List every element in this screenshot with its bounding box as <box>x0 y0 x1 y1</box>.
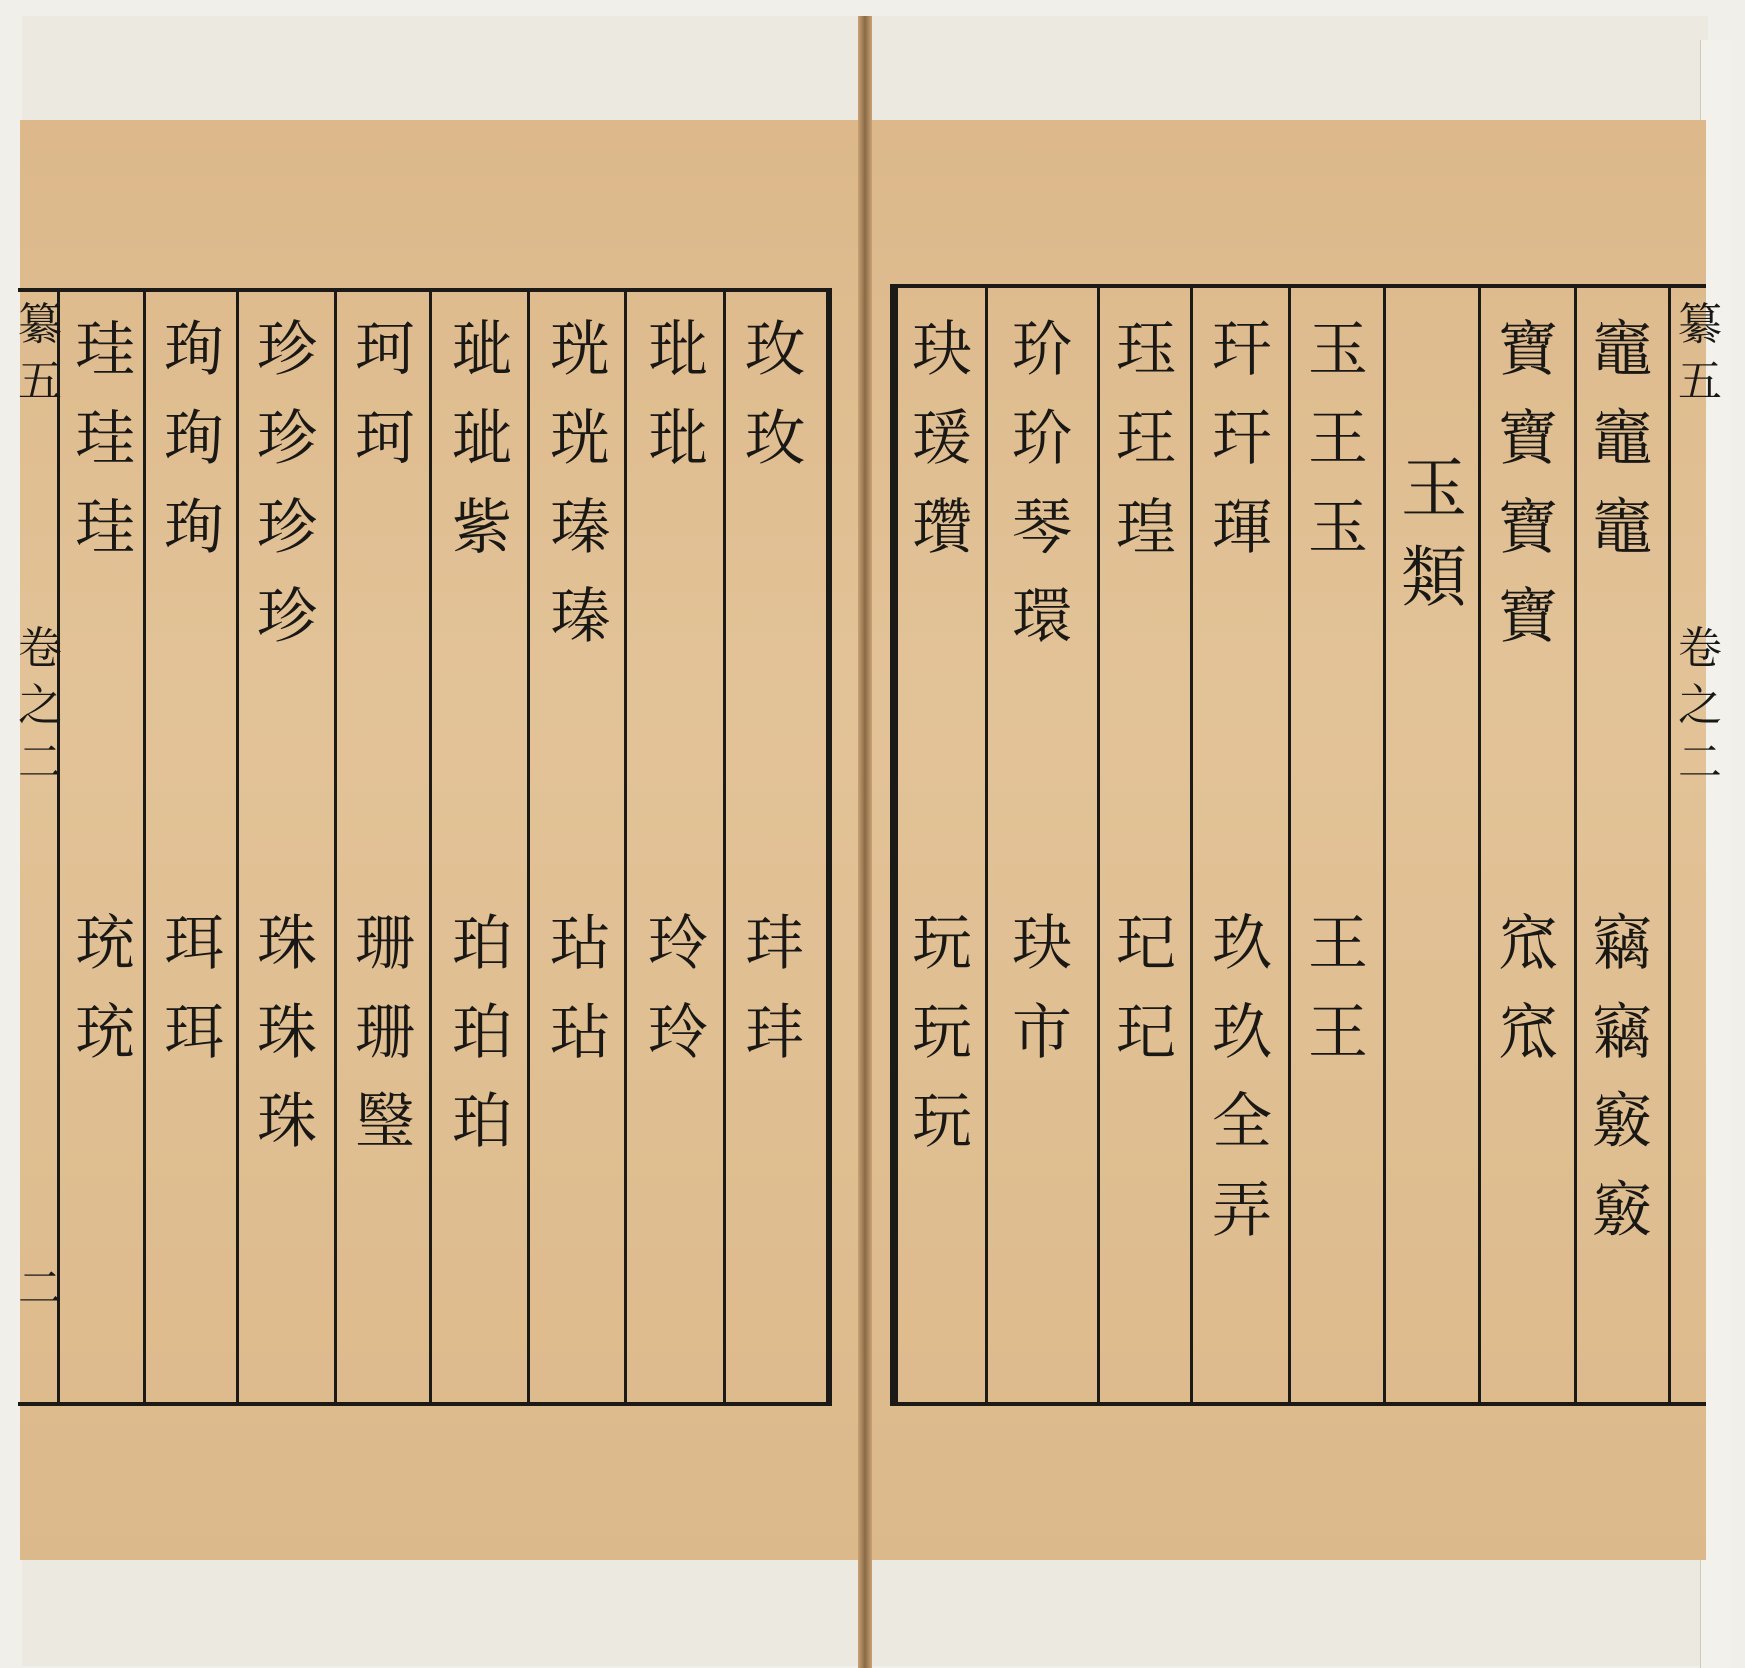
left-divider <box>624 290 627 1402</box>
left-column-4-lower <box>440 900 524 1167</box>
right-running-head-lower <box>1678 620 1722 792</box>
right-column-6 <box>1104 306 1188 573</box>
glyph: 市 <box>1012 998 1072 1068</box>
left-column-2 <box>636 306 720 484</box>
glyph: 之 <box>1678 680 1722 732</box>
glyph: 玲 <box>648 909 708 979</box>
glyph: 玉 <box>1401 450 1467 527</box>
glyph: 珖 <box>550 315 610 385</box>
right-column-1-lower <box>1580 900 1664 1256</box>
glyph: 玘 <box>1116 998 1176 1068</box>
glyph: 二 <box>18 737 62 789</box>
glyph: 玲 <box>648 998 708 1068</box>
left-running-head <box>18 296 62 410</box>
glyph: 玠 <box>1012 404 1072 474</box>
glyph: 竊 <box>1592 998 1652 1068</box>
glyph: 窊 <box>1498 909 1558 979</box>
left-divider <box>527 290 530 1402</box>
glyph: 玉 <box>1308 315 1368 385</box>
glyph: 珊 <box>355 998 415 1068</box>
glyph: 玷 <box>550 909 610 979</box>
glyph: 全 <box>1212 1087 1272 1157</box>
glyph: 瑿 <box>355 1087 415 1157</box>
glyph: 珠 <box>257 1087 317 1157</box>
right-divider <box>1668 288 1671 1402</box>
glyph: 珍 <box>257 315 317 385</box>
glyph: 二 <box>1678 737 1722 789</box>
glyph: 玩 <box>912 909 972 979</box>
left-column-5-lower <box>343 900 427 1167</box>
glyph: 之 <box>18 680 62 732</box>
left-column-8-lower <box>63 900 147 1078</box>
glyph: 王 <box>1308 998 1368 1068</box>
glyph: 寶 <box>1498 404 1558 474</box>
glyph: 珀 <box>452 1087 512 1157</box>
right-divider <box>1190 288 1193 1402</box>
left-divider <box>723 290 726 1402</box>
glyph: 珫 <box>75 998 135 1068</box>
glyph: 玦 <box>912 315 972 385</box>
glyph: 玼 <box>452 404 512 474</box>
glyph: 珣 <box>164 315 224 385</box>
glyph: 珍 <box>257 582 317 652</box>
glyph: 珪 <box>75 404 135 474</box>
glyph: 類 <box>1401 539 1467 616</box>
left-column-6-lower <box>245 900 329 1167</box>
right-column-5 <box>1200 306 1284 573</box>
right-column-7-lower <box>1000 900 1084 1078</box>
glyph: 纂 <box>1678 299 1722 350</box>
glyph: 竅 <box>1592 1176 1652 1246</box>
glyph: 珥 <box>164 909 224 979</box>
glyph: 珪 <box>75 315 135 385</box>
glyph: 珍 <box>257 404 317 474</box>
glyph: 玨 <box>1116 404 1176 474</box>
binding-gutter <box>858 16 872 1668</box>
glyph: 玫 <box>745 404 805 474</box>
glyph: 珣 <box>164 404 224 474</box>
left-column-3-lower <box>538 900 622 1078</box>
glyph: 珣 <box>164 493 224 563</box>
left-column-4 <box>440 306 524 573</box>
glyph: 珥 <box>164 998 224 1068</box>
glyph: 玩 <box>912 1087 972 1157</box>
glyph: 瓚 <box>912 493 972 563</box>
glyph: 竈 <box>1592 404 1652 474</box>
left-column-5 <box>343 306 427 484</box>
right-column-1 <box>1580 306 1664 573</box>
glyph: 寶 <box>1498 493 1558 563</box>
glyph: 瑗 <box>912 404 972 474</box>
glyph: 玦 <box>1012 909 1072 979</box>
left-column-3 <box>538 306 622 662</box>
glyph: 玷 <box>550 998 610 1068</box>
left-divider <box>334 290 337 1402</box>
glyph: 瑝 <box>1116 493 1176 563</box>
glyph: 珂 <box>355 404 415 474</box>
glyph: 玭 <box>648 315 708 385</box>
glyph: 王 <box>1308 404 1368 474</box>
glyph: 纂 <box>18 299 62 350</box>
right-section-heading <box>1392 440 1476 618</box>
right-column-4 <box>1296 306 1380 573</box>
glyph: 瑧 <box>550 493 610 563</box>
right-running-head <box>1678 296 1722 410</box>
left-column-8 <box>63 306 147 573</box>
glyph: 玠 <box>1012 315 1072 385</box>
left-page-number <box>18 1260 62 1317</box>
glyph: 珠 <box>257 909 317 979</box>
right-divider <box>1097 288 1100 1402</box>
glyph: 紫 <box>452 493 512 563</box>
glyph: 玖 <box>1212 909 1272 979</box>
right-divider <box>985 288 988 1402</box>
glyph: 珫 <box>75 909 135 979</box>
left-divider <box>57 290 60 1402</box>
glyph: 玤 <box>745 909 805 979</box>
glyph: 玫 <box>745 315 805 385</box>
glyph: 寶 <box>1498 582 1558 652</box>
glyph: 王 <box>1308 909 1368 979</box>
right-divider <box>1383 288 1386 1402</box>
glyph: 五 <box>18 356 62 408</box>
glyph: 珀 <box>452 998 512 1068</box>
glyph: 琿 <box>1212 493 1272 563</box>
left-column-6 <box>245 306 329 662</box>
right-column-8-lower <box>900 900 984 1167</box>
left-column-1-lower <box>733 900 817 1078</box>
glyph: 琴 <box>1012 493 1072 563</box>
glyph: 環 <box>1012 582 1072 652</box>
glyph: 竈 <box>1592 493 1652 563</box>
glyph: 竈 <box>1592 315 1652 385</box>
glyph: 玖 <box>1212 998 1272 1068</box>
right-column-2-lower <box>1486 900 1570 1078</box>
glyph: 玕 <box>1212 404 1272 474</box>
glyph: 珠 <box>257 998 317 1068</box>
glyph: 五 <box>1678 356 1722 408</box>
glyph: 玭 <box>648 404 708 474</box>
glyph: 玤 <box>745 998 805 1068</box>
right-column-2 <box>1486 306 1570 662</box>
left-frame-right-edge <box>826 288 832 1406</box>
glyph: 二 <box>18 1263 62 1314</box>
left-running-head-lower <box>18 620 62 792</box>
glyph: 瑧 <box>550 582 610 652</box>
right-column-4-lower <box>1296 900 1380 1078</box>
glyph: 弄 <box>1212 1176 1272 1246</box>
glyph: 卷 <box>1678 623 1722 674</box>
glyph: 珖 <box>550 404 610 474</box>
left-divider <box>236 290 239 1402</box>
left-column-7-lower <box>152 900 236 1078</box>
glyph: 玼 <box>452 315 512 385</box>
glyph: 珪 <box>75 493 135 563</box>
right-divider <box>1288 288 1291 1402</box>
left-divider <box>429 290 432 1402</box>
left-column-1 <box>733 306 817 484</box>
glyph: 卷 <box>18 623 62 674</box>
left-column-7 <box>152 306 236 573</box>
right-column-8 <box>900 306 984 573</box>
glyph: 珏 <box>1116 315 1176 385</box>
glyph: 玩 <box>912 998 972 1068</box>
glyph: 竊 <box>1592 909 1652 979</box>
glyph: 珀 <box>452 909 512 979</box>
right-divider <box>1574 288 1577 1402</box>
glyph: 珂 <box>355 315 415 385</box>
glyph: 玕 <box>1212 315 1272 385</box>
glyph: 玘 <box>1116 909 1176 979</box>
glyph: 珊 <box>355 909 415 979</box>
right-column-6-lower <box>1104 900 1188 1078</box>
glyph: 竅 <box>1592 1087 1652 1157</box>
glyph: 窊 <box>1498 998 1558 1068</box>
right-column-7 <box>1000 306 1084 662</box>
right-divider <box>1478 288 1481 1402</box>
right-column-5-lower <box>1200 900 1284 1256</box>
glyph: 珍 <box>257 493 317 563</box>
glyph: 寶 <box>1498 315 1558 385</box>
left-column-2-lower <box>636 900 720 1078</box>
glyph: 玉 <box>1308 493 1368 563</box>
